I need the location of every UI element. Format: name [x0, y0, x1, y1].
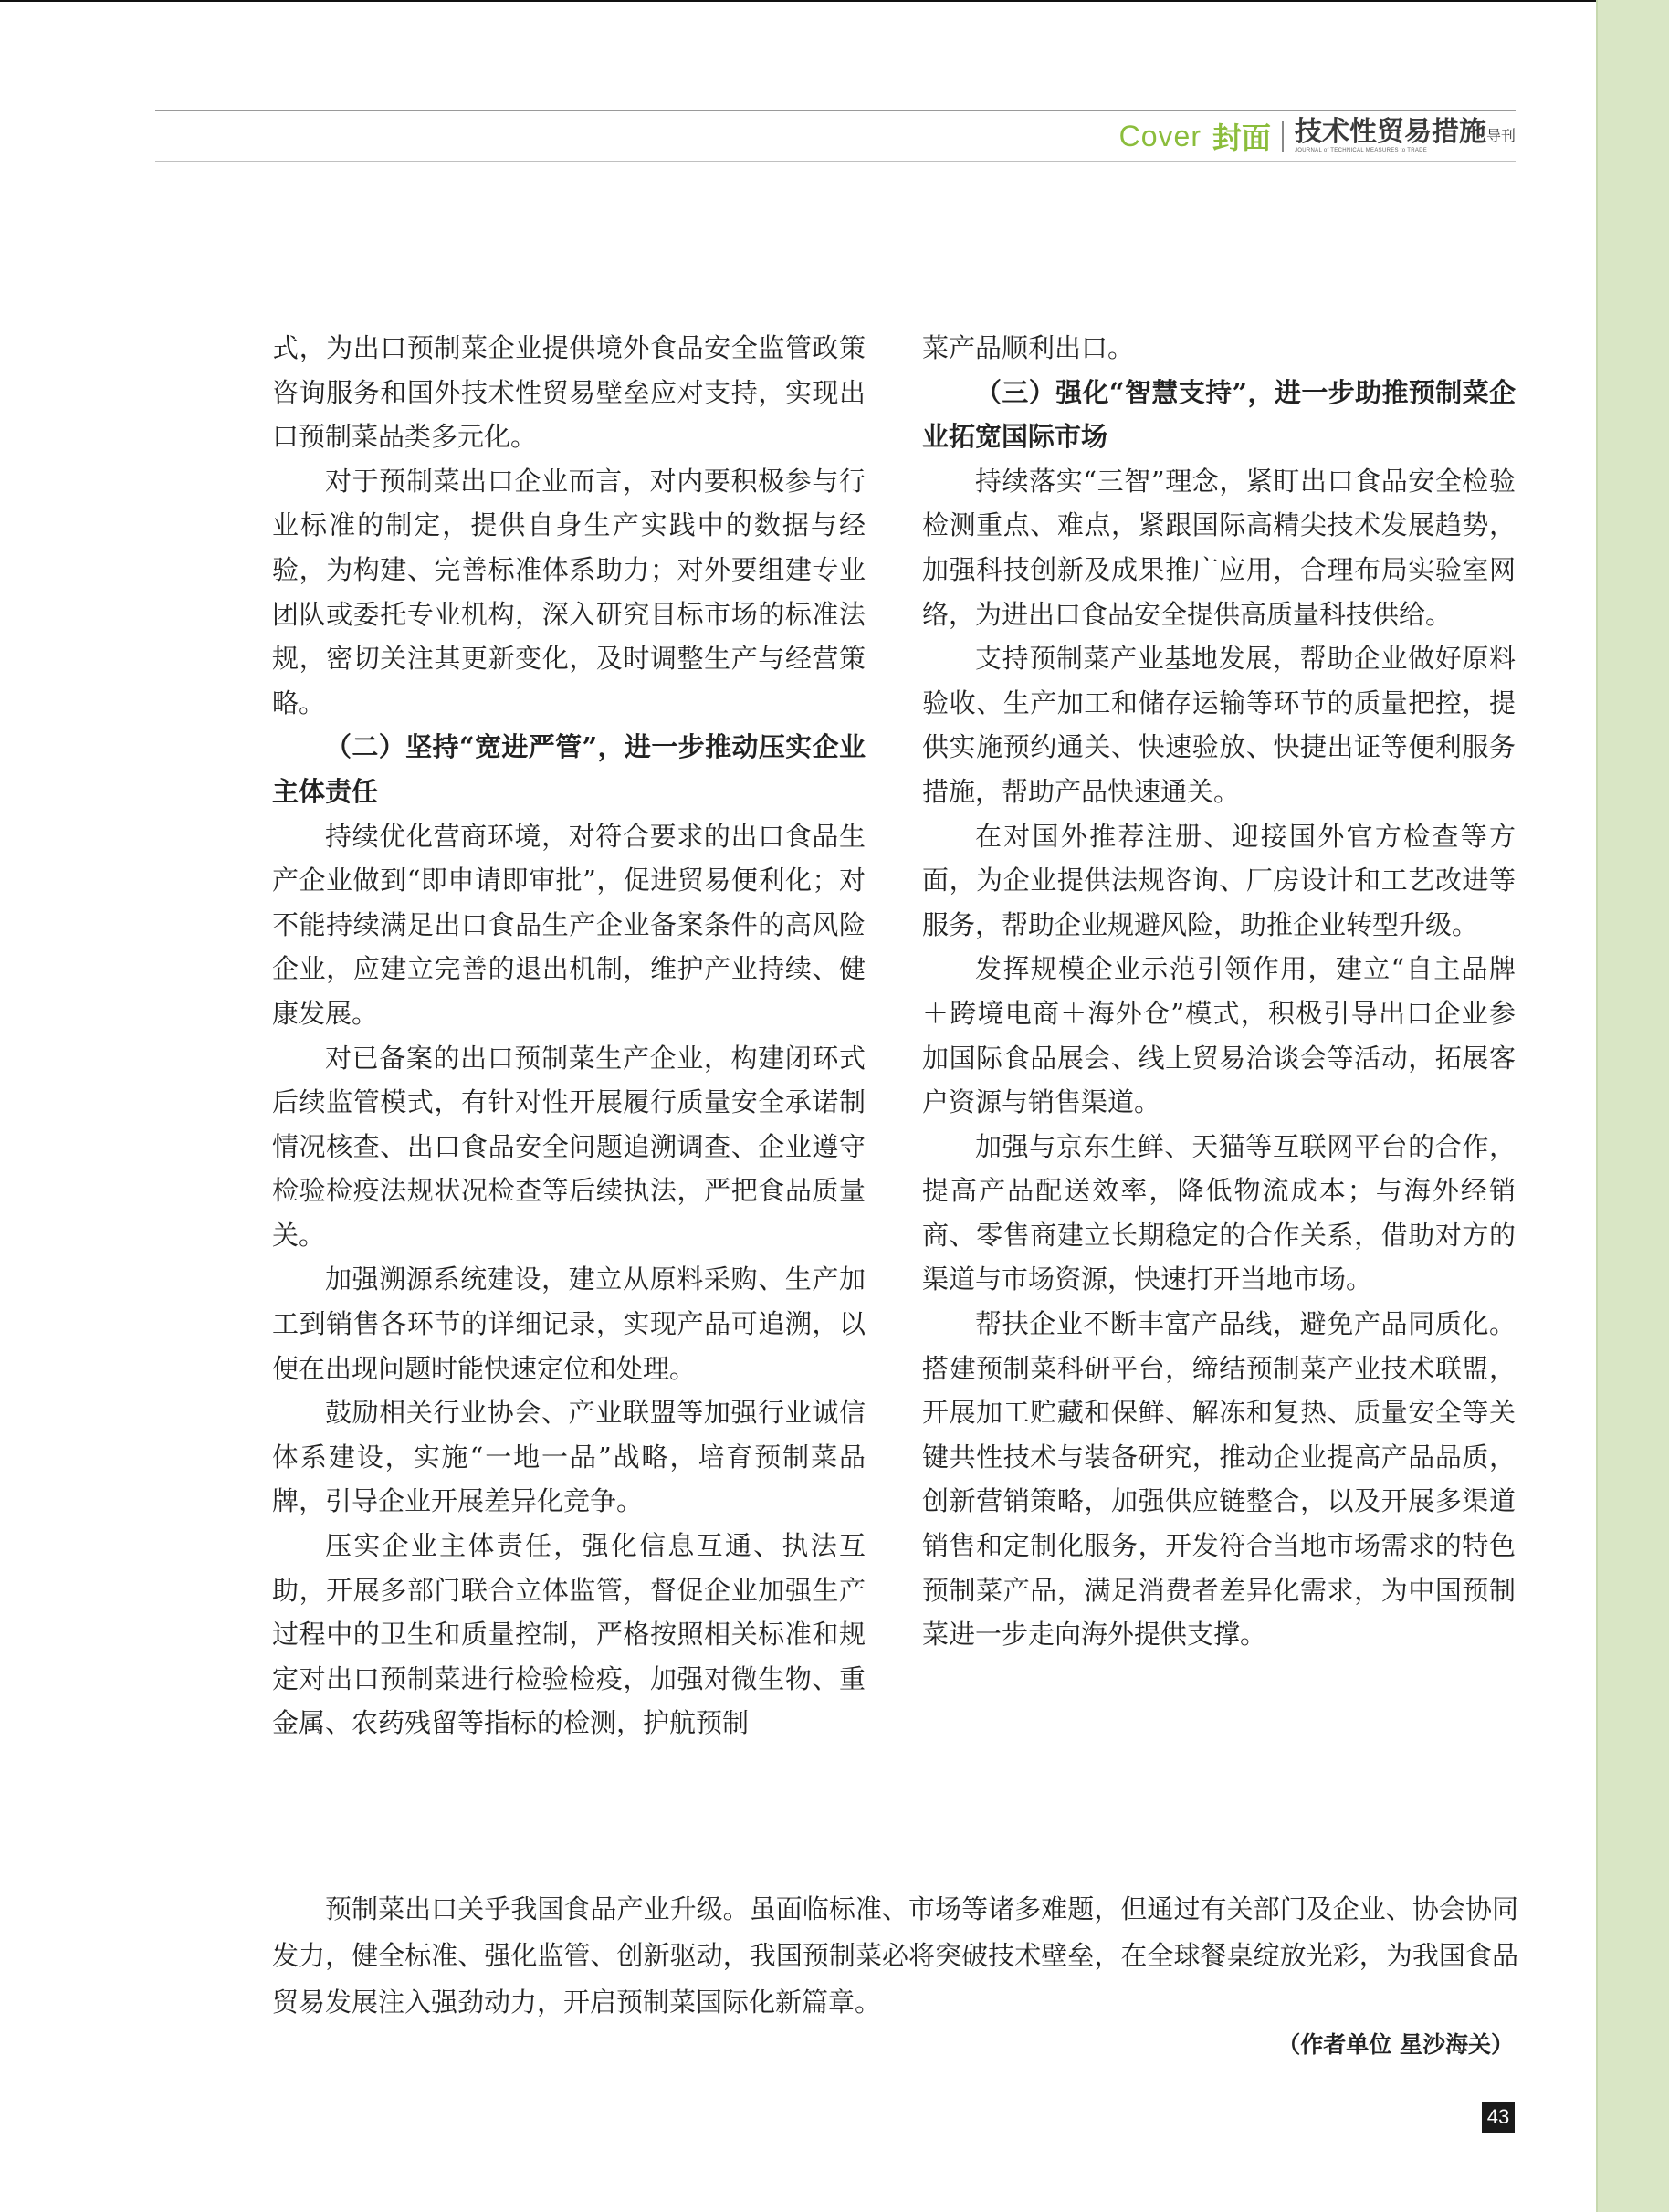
body-paragraph: 对于预制菜出口企业而言，对内要积极参与行业标准的制定，提供自身生产实践中的数据与经验，为构建、完善标准体系助力；对外要组建专业团队或委托专业机构，深入研究目标市场的标准法规，密切关注其更新变化，及时调整生产与经营策略。: [272, 465, 866, 718]
body-paragraph: 持续落实“三智”理念，紧盯出口食品安全检验检测重点、难点，紧跟国际高精尖技术发展趋势，加强科技创新及成果推广应用，合理布局实验室网络，为进出口食品安全提供高质量科技供给。: [922, 465, 1516, 630]
page-number: 43: [1482, 2102, 1515, 2133]
section-label-en: Cover: [1118, 119, 1202, 152]
journal-logo: [1294, 116, 1516, 153]
body-paragraph: 在对国外推荐注册、迎接国外官方检查等方面，为企业提供法规咨询、厂房设计和工艺改进等服务，帮助企业规避风险，助推企业转型升级。: [922, 820, 1516, 940]
body-paragraph: 对已备案的出口预制菜生产企业，构建闭环式后续监管模式，有针对性开展履行质量安全承诺制情况核查、出口食品安全问题追溯调查、企业遵守检验检疫法规状况检查等后续执法，严把食品质量关。: [272, 1042, 866, 1251]
body-paragraph: 帮扶企业不断丰富产品线，避免产品同质化。搭建预制菜科研平台，缔结预制菜产业技术联盟，开展加工贮藏和保鲜、解冻和复热、质量安全等关键共性技术与装备研究，推动企业提高产品品质，创新营销策略，加强供应链整合，以及开展多渠道销售和定制化服务，开发符合当地市场需求的特色预制菜产品，满足消费者差异化需求，为中国预制菜进一步走向海外提供支撑。: [922, 1308, 1516, 1651]
section-label-cn: 封面: [1212, 121, 1271, 155]
body-paragraph: 菜产品顺利出口。: [922, 332, 1135, 363]
body-paragraph: 发挥规模企业示范引领作用，建立“自主品牌＋跨境电商＋海外仓”模式，积极引导出口企业参加国际食品展会、线上贸易洽谈会等活动，拓展客户资源与销售渠道。: [922, 953, 1516, 1118]
header-rule: [155, 110, 1516, 111]
journal-title: 技术性贸易措施导刊: [1294, 116, 1516, 148]
top-border: [0, 0, 1669, 2]
right-column: [922, 326, 1516, 1657]
body-paragraph: 持续优化营商环境，对符合要求的出口食品生产企业做到“即申请即审批”，促进贸易便利化；对不能持续满足出口食品生产企业备案条件的高风险企业，应建立完善的退出机制，维护产业持续、健康发展。: [272, 820, 866, 1029]
running-header: [1077, 115, 1516, 157]
section-heading: （三）强化“智慧支持”，进一步助推预制菜企业拓宽国际市场: [922, 376, 1516, 453]
journal-title-suffix: 导刊: [1485, 127, 1516, 144]
body-paragraph: 压实企业主体责任，强化信息互通、执法互助，开展多部门联合立体监管，督促企业加强生产过程中的卫生和质量控制，严格按照相关标准和规定对出口预制菜进行检验检疫，加强对微生物、重金属、农药残留等指标的检测，护航预制: [272, 1530, 866, 1739]
body-paragraph: 式，为出口预制菜企业提供境外食品安全监管政策咨询服务和国外技术性贸易壁垒应对支持，实现出口预制菜品类多元化。: [272, 332, 866, 453]
body-paragraph: 加强与京东生鲜、天猫等互联网平台的合作，提高产品配送效率，降低物流成本；与海外经销商、零售商建立长期稳定的合作关系，借助对方的渠道与市场资源，快速打开当地市场。: [922, 1130, 1516, 1295]
journal-title-en: JOURNAL of TECHNICAL MEASURES to TRADE: [1294, 148, 1428, 153]
side-color-band: [1596, 0, 1669, 2212]
header-separator: [1282, 121, 1284, 152]
section-heading: （二）坚持“宽进严管”，进一步推动压实企业主体责任: [272, 731, 866, 807]
left-column: [272, 326, 866, 1745]
conclusion-paragraph: 预制菜出口关乎我国食品产业升级。虽面临标准、市场等诸多难题，但通过有关部门及企业、协会协同发力，健全标准、强化监管、创新驱动，我国预制菜必将突破技术壁垒，在全球餐桌绽放光彩，为我国食品贸易发展注入强劲动力，开启预制菜国际化新篇章。: [272, 1893, 1518, 2018]
author-affiliation: （作者单位 星沙海关）: [1277, 2031, 1514, 2058]
conclusion: [272, 1886, 1518, 2026]
body-paragraph: 鼓励相关行业协会、产业联盟等加强行业诚信体系建设，实施“一地一品”战略，培育预制菜品牌，引导企业开展差异化竞争。: [272, 1397, 866, 1517]
body-paragraph: 支持预制菜产业基地发展，帮助企业做好原料验收、生产加工和储存运输等环节的质量把控，提供实施预约通关、快速验放、快捷出证等便利服务措施，帮助产品快速通关。: [922, 643, 1516, 807]
body-paragraph: 加强溯源系统建设，建立从原料采购、生产加工到销售各环节的详细记录，实现产品可追溯，以便在出现问题时能快速定位和处理。: [272, 1263, 866, 1384]
header-rule-lower: [155, 161, 1516, 162]
